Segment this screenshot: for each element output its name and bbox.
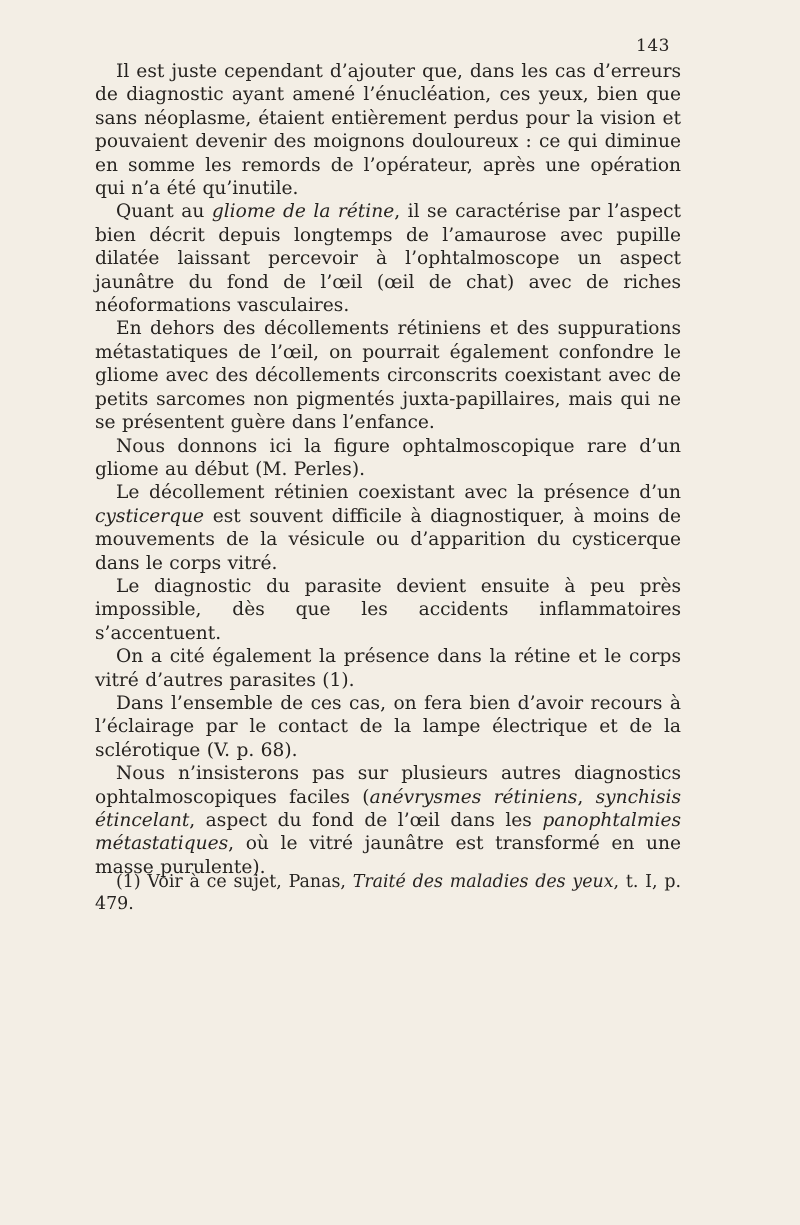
paragraph [95, 762, 681, 879]
text-run: , où le vitré jaunâtre est transformé en une masse purulente). [95, 833, 681, 878]
text-run: Nous donnons ici la figure ophtalmoscopique rare d’un gliome au début (M. Perles). [95, 435, 681, 480]
footnote [95, 872, 681, 915]
body-text [95, 60, 681, 879]
italic-run: synchisis étincelant [95, 786, 681, 831]
paragraph [95, 575, 681, 645]
italic-run: gliome de la rétine [211, 201, 395, 223]
text-run: Le diagnostic du parasite devient ensuite à peu près impossible, dès que les accidents inflammatoires s’accentuent. [95, 575, 681, 644]
paragraph [95, 317, 681, 434]
text-run: , t. I, p. 479. [95, 872, 682, 914]
page-number: 143 [636, 36, 670, 56]
paragraph [95, 645, 681, 692]
text-run: , [577, 786, 596, 808]
text-run: , il se caractérise par l’aspect bien décrit depuis longtemps de l’amaurose avec pupille dilatée laissant percevoir à l’ophtalmoscope un aspect jaunâtre du fond de l’œil (œil de chat) avec de riches néoformations vasculaires. [95, 201, 681, 317]
paragraph [95, 481, 681, 575]
text-run: On a cité également la présence dans la rétine et le corps vitré d’autres parasites (1). [95, 646, 681, 691]
text-run: Quant au [116, 201, 212, 223]
text-run: Dans l’ensemble de ces cas, on fera bien d’avoir recours à l’éclairage par le contact de la lampe électrique et de la sclérotique (V. p. 68). [95, 692, 681, 761]
text-run: Le décollement rétinien coexistant avec la présence d’un [116, 482, 681, 504]
paragraph [95, 60, 681, 200]
paragraph [95, 435, 681, 482]
text-run: Il est juste cependant d’ajouter que, dans les cas d’erreurs de diagnostic ayant amené l’énucléation, ces yeux, bien que sans néoplasme, étaient entièrement perdus pour la vision et pouvaient devenir des moignons douloureux : ce qui diminue en somme les remords de l’opérateur, après une opération qui n’a été qu’inutile. [95, 61, 681, 200]
text-run: est souvent difficile à diagnostiquer, à moins de mouvements de la vésicule ou d’apparition du cysticerque dans le corps vitré. [95, 505, 681, 574]
italic-run: anévrysmes rétiniens [369, 786, 578, 808]
paragraph [95, 200, 681, 317]
text-run: (1) Voir à ce sujet, Panas, [116, 872, 353, 892]
paragraph [95, 692, 681, 762]
italic-run: panophtalmies métastatiques [95, 810, 681, 855]
italic-run: Traité des maladies des yeux [352, 872, 614, 892]
italic-run: cysticerque [95, 505, 205, 527]
text-run: , aspect du fond de l’œil dans les [189, 810, 543, 831]
text-run: Nous n’insisterons pas sur plusieurs autres diagnostics ophtalmoscopiques faciles ( [95, 763, 681, 808]
text-run: En dehors des décollements rétiniens et des suppurations métastatiques de l’œil, on pourrait également confondre le gliome avec des décollements circonscrits coexistant avec de petits sarcomes non pigmentés juxta-papillaires, mais qui ne se présentent guère dans l’enfance. [95, 318, 681, 434]
